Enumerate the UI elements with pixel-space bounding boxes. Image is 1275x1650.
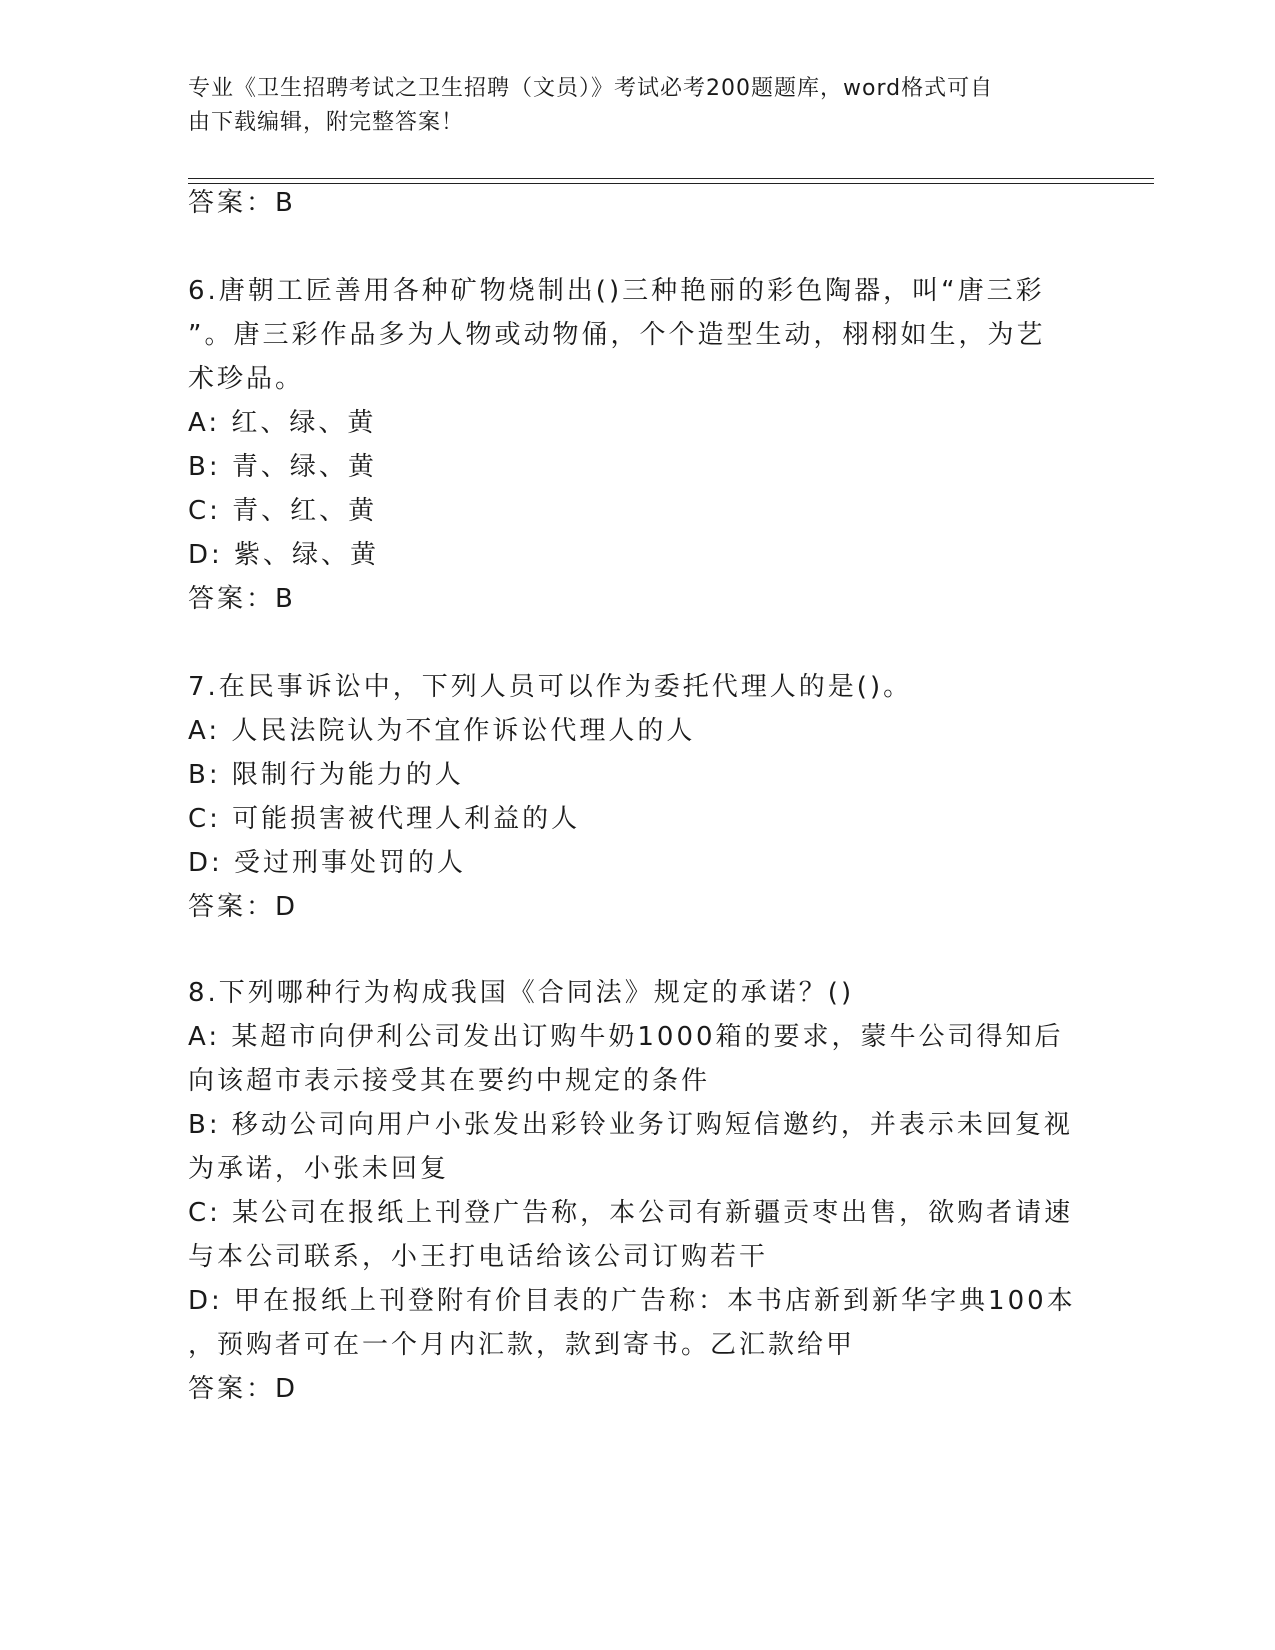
question-8-option-a-line-2: 向该超市表示接受其在要约中规定的条件 (188, 1066, 711, 1096)
document-header (188, 72, 1088, 140)
question-6-line-3: 术珍品。 (188, 364, 305, 394)
question-8-option-c-line-2: 与本公司联系，小王打电话给该公司订购若干 (188, 1242, 769, 1272)
question-7-option-d: D: 受过刑事处罚的人 (188, 848, 467, 878)
question-8-option-b-line-2: 为承诺，小张未回复 (188, 1154, 450, 1184)
question-6-line-1: 6.唐朝工匠善用各种矿物烧制出()三种艳丽的彩色陶器，叫“唐三彩 (188, 276, 1045, 306)
question-8-option-a-line-1: A: 某超市向伊利公司发出订购牛奶1000箱的要求，蒙牛公司得知后 (188, 1022, 1064, 1052)
answer-8: 答案：D (188, 1374, 299, 1404)
question-7-option-c: C: 可能损害被代理人利益的人 (188, 804, 581, 834)
question-7-line-1: 7.在民事诉讼中，下列人员可以作为委托代理人的是()。 (188, 672, 913, 702)
answer-7: 答案：D (188, 892, 299, 922)
header-divider (188, 178, 1154, 184)
question-8-option-c-line-1: C: 某公司在报纸上刊登广告称，本公司有新疆贡枣出售，欲购者请速 (188, 1198, 1074, 1228)
question-7-option-a: A: 人民法院认为不宜作诉讼代理人的人 (188, 716, 696, 746)
question-8-line-1: 8.下列哪种行为构成我国《合同法》规定的承诺？() (188, 978, 855, 1008)
header-line-2: 由下载编辑，附完整答案！ (188, 110, 465, 135)
question-6-option-d: D: 紫、绿、黄 (188, 540, 380, 570)
question-6-option-a: A: 红、绿、黄 (188, 408, 377, 438)
header-line-1: 专业《卫生招聘考试之卫生招聘（文员）》考试必考200题题库，word格式可自 (188, 76, 994, 101)
answer-5: 答案：B (188, 188, 296, 218)
question-8-option-d-line-2: ，预购者可在一个月内汇款，款到寄书。乙汇款给甲 (188, 1330, 856, 1360)
question-8-option-b-line-1: B: 移动公司向用户小张发出彩铃业务订购短信邀约，并表示未回复视 (188, 1110, 1073, 1140)
question-6-line-2: ”。唐三彩作品多为人物或动物俑，个个造型生动，栩栩如生，为艺 (188, 320, 1046, 350)
question-7-option-b: B: 限制行为能力的人 (188, 760, 464, 790)
question-8-option-d-line-1: D: 甲在报纸上刊登附有价目表的广告称：本书店新到新华字典100本 (188, 1286, 1076, 1316)
question-6-option-c: C: 青、红、黄 (188, 496, 378, 526)
answer-6: 答案：B (188, 584, 296, 614)
question-6-option-b: B: 青、绿、黄 (188, 452, 377, 482)
